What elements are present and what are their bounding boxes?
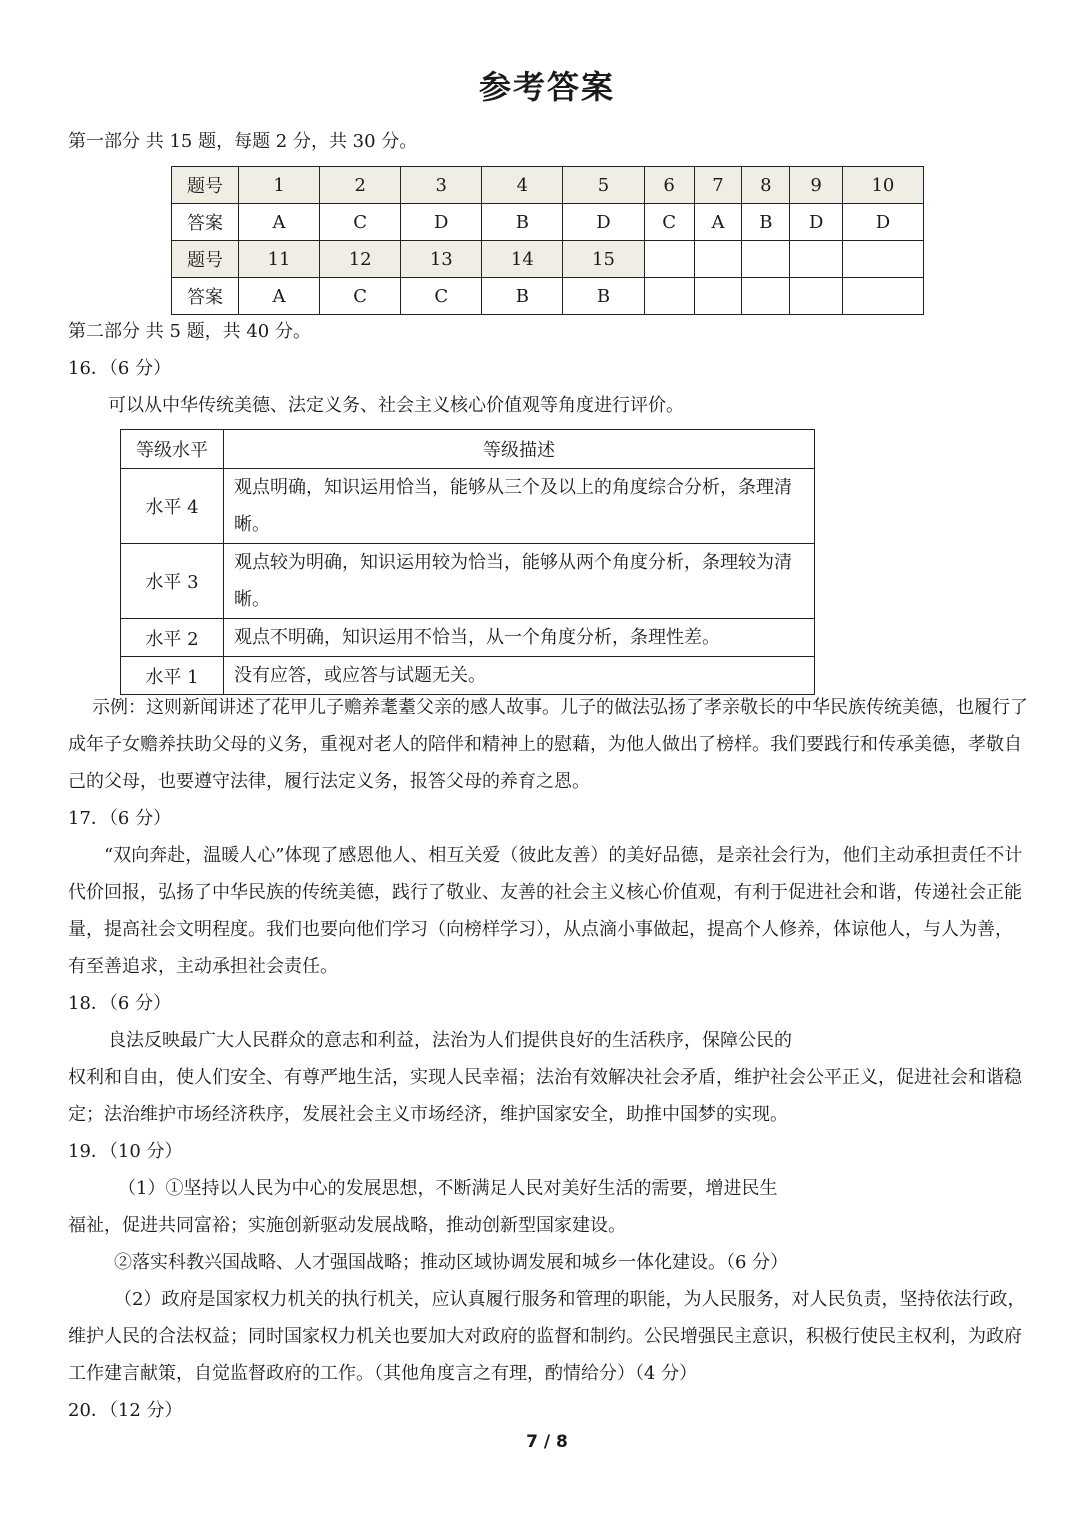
level-table — [120, 429, 815, 695]
question-number: 9 — [790, 167, 842, 204]
q18-line1: 良法反映最广大人民群众的意志和利益，法治为人们提供良好的生活秩序，保障公民的 — [108, 1030, 792, 1051]
q16-intro: 可以从中华传统美德、法定义务、社会主义核心价值观等角度进行评价。 — [108, 395, 684, 416]
level-cell: 水平 2 — [121, 619, 224, 657]
empty-cell — [694, 278, 742, 315]
level-cell: 水平 3 — [121, 544, 224, 619]
desc-cell: 观点不明确，知识运用不恰当，从一个角度分析，条理性差。 — [224, 619, 815, 657]
question-number: 4 — [482, 167, 563, 204]
table-row — [121, 619, 815, 657]
answer-cell: A — [239, 278, 320, 315]
answer-cell: A — [239, 204, 320, 241]
empty-cell — [842, 241, 923, 278]
empty-cell — [694, 241, 742, 278]
empty-cell — [644, 241, 694, 278]
desc-cell: 观点明确，知识运用恰当，能够从三个及以上的角度综合分析，条理清晰。 — [224, 469, 815, 544]
part1-heading: 第一部分 共 15 题，每题 2 分，共 30 分。 — [68, 131, 418, 152]
answer-cell: B — [563, 278, 644, 315]
q19-p1-line1: （1）①坚持以人民为中心的发展思想，不断满足人民对美好生活的需要，增进民生 — [118, 1178, 778, 1199]
answer-cell: B — [482, 204, 563, 241]
table-row — [172, 278, 924, 315]
empty-cell — [790, 278, 842, 315]
part2-heading: 第二部分 共 5 题，共 40 分。 — [68, 321, 311, 342]
empty-cell — [742, 241, 790, 278]
row-label: 题号 — [172, 167, 239, 204]
level-cell: 水平 1 — [121, 657, 224, 695]
answer-cell: B — [482, 278, 563, 315]
row-label: 题号 — [172, 241, 239, 278]
empty-cell — [742, 278, 790, 315]
q18-text: 权利和自由，使人们安全、有尊严地生活，实现人民幸福；法治有效解决社会矛盾，维护社会公平正义，促进社会和谐稳定；法治维护市场经济秩序，发展社会主义市场经济，维护国家安全，助推中国梦的实现。 — [68, 1067, 1022, 1125]
q19-label: 19．（10 分） — [68, 1141, 183, 1162]
empty-cell — [790, 241, 842, 278]
q19-p2: （2）政府是国家权力机关的执行机关，应认真履行服务和管理的职能，为人民服务，对人民负责，坚持依法行政，维护人民的合法权益；同时国家权力机关也要加大对政府的监督和制约。公民增强民主意识，积极行使民主权利，为政府工作建言献策，自觉监督政府的工作。（其他角度言之有理，酌情给分）（4 分） — [68, 1289, 1026, 1384]
q19-p1-line3: ②落实科教兴国战略、人才强国战略；推动区域协调发展和城乡一体化建设。（6 分） — [114, 1252, 789, 1273]
level-cell: 水平 4 — [121, 469, 224, 544]
question-number: 5 — [563, 167, 644, 204]
answer-cell: C — [320, 278, 401, 315]
answer-cell: C — [320, 204, 401, 241]
q17-text: “双向奔赴，温暖人心”体现了感恩他人、相互关爱（彼此友善）的美好品德，是亲社会行为，他们主动承担责任不计代价回报，弘扬了中华民族的传统美德，践行了敬业、友善的社会主义核心价值观，有利于促进社会和谐，传递社会正能量，提高社会文明程度。我们也要向他们学习（向榜样学习），从点滴小事做起，提高个人修养，体谅他人，与人为善，有至善追求，主动承担社会责任。 — [68, 845, 1023, 977]
table-row — [121, 430, 815, 469]
question-number: 12 — [320, 241, 401, 278]
q16-example: 示例：这则新闻讲述了花甲儿子赡养耄耋父亲的感人故事。儿子的做法弘扬了孝亲敬长的中华民族传统美德，也履行了成年子女赡养扶助父母的义务，重视对老人的陪伴和精神上的慰藉，为他人做出了榜样。我们要践行和传承美德，孝敬自己的父母，也要遵守法律，履行法定义务，报答父母的养育之恩。 — [68, 697, 1028, 792]
empty-cell — [644, 278, 694, 315]
answer-cell: C — [644, 204, 694, 241]
table-row — [172, 167, 924, 204]
answer-table — [171, 166, 924, 315]
answer-cell: D — [842, 204, 923, 241]
question-number: 1 — [239, 167, 320, 204]
question-number: 3 — [401, 167, 482, 204]
desc-cell: 观点较为明确，知识运用较为恰当，能够从两个角度分析，条理较为清晰。 — [224, 544, 815, 619]
question-number: 10 — [842, 167, 923, 204]
page-title: 参考答案 — [478, 68, 615, 106]
table-row — [121, 469, 815, 544]
question-number: 15 — [563, 241, 644, 278]
question-number: 14 — [482, 241, 563, 278]
level-header: 等级水平 — [121, 430, 224, 469]
q16-label: 16．（6 分） — [68, 358, 172, 379]
answer-cell: A — [694, 204, 742, 241]
question-number: 13 — [401, 241, 482, 278]
empty-cell — [842, 278, 923, 315]
table-row — [172, 204, 924, 241]
answer-cell: B — [742, 204, 790, 241]
question-number: 8 — [742, 167, 790, 204]
answer-cell: D — [563, 204, 644, 241]
table-row — [172, 241, 924, 278]
row-label: 答案 — [172, 204, 239, 241]
question-number: 11 — [239, 241, 320, 278]
question-number: 7 — [694, 167, 742, 204]
q18-label: 18．（6 分） — [68, 993, 172, 1014]
q17-label: 17．（6 分） — [68, 808, 172, 829]
answer-cell: D — [401, 204, 482, 241]
desc-cell: 没有应答，或应答与试题无关。 — [224, 657, 815, 695]
row-label: 答案 — [172, 278, 239, 315]
q20-label: 20．（12 分） — [68, 1400, 183, 1421]
answer-cell: D — [790, 204, 842, 241]
answer-cell: C — [401, 278, 482, 315]
table-row — [121, 544, 815, 619]
page-number: 7 / 8 — [526, 1432, 568, 1452]
q19-p1-line2: 福祉，促进共同富裕；实施创新驱动发展战略，推动创新型国家建设。 — [68, 1215, 626, 1236]
desc-header: 等级描述 — [224, 430, 815, 469]
question-number: 6 — [644, 167, 694, 204]
question-number: 2 — [320, 167, 401, 204]
